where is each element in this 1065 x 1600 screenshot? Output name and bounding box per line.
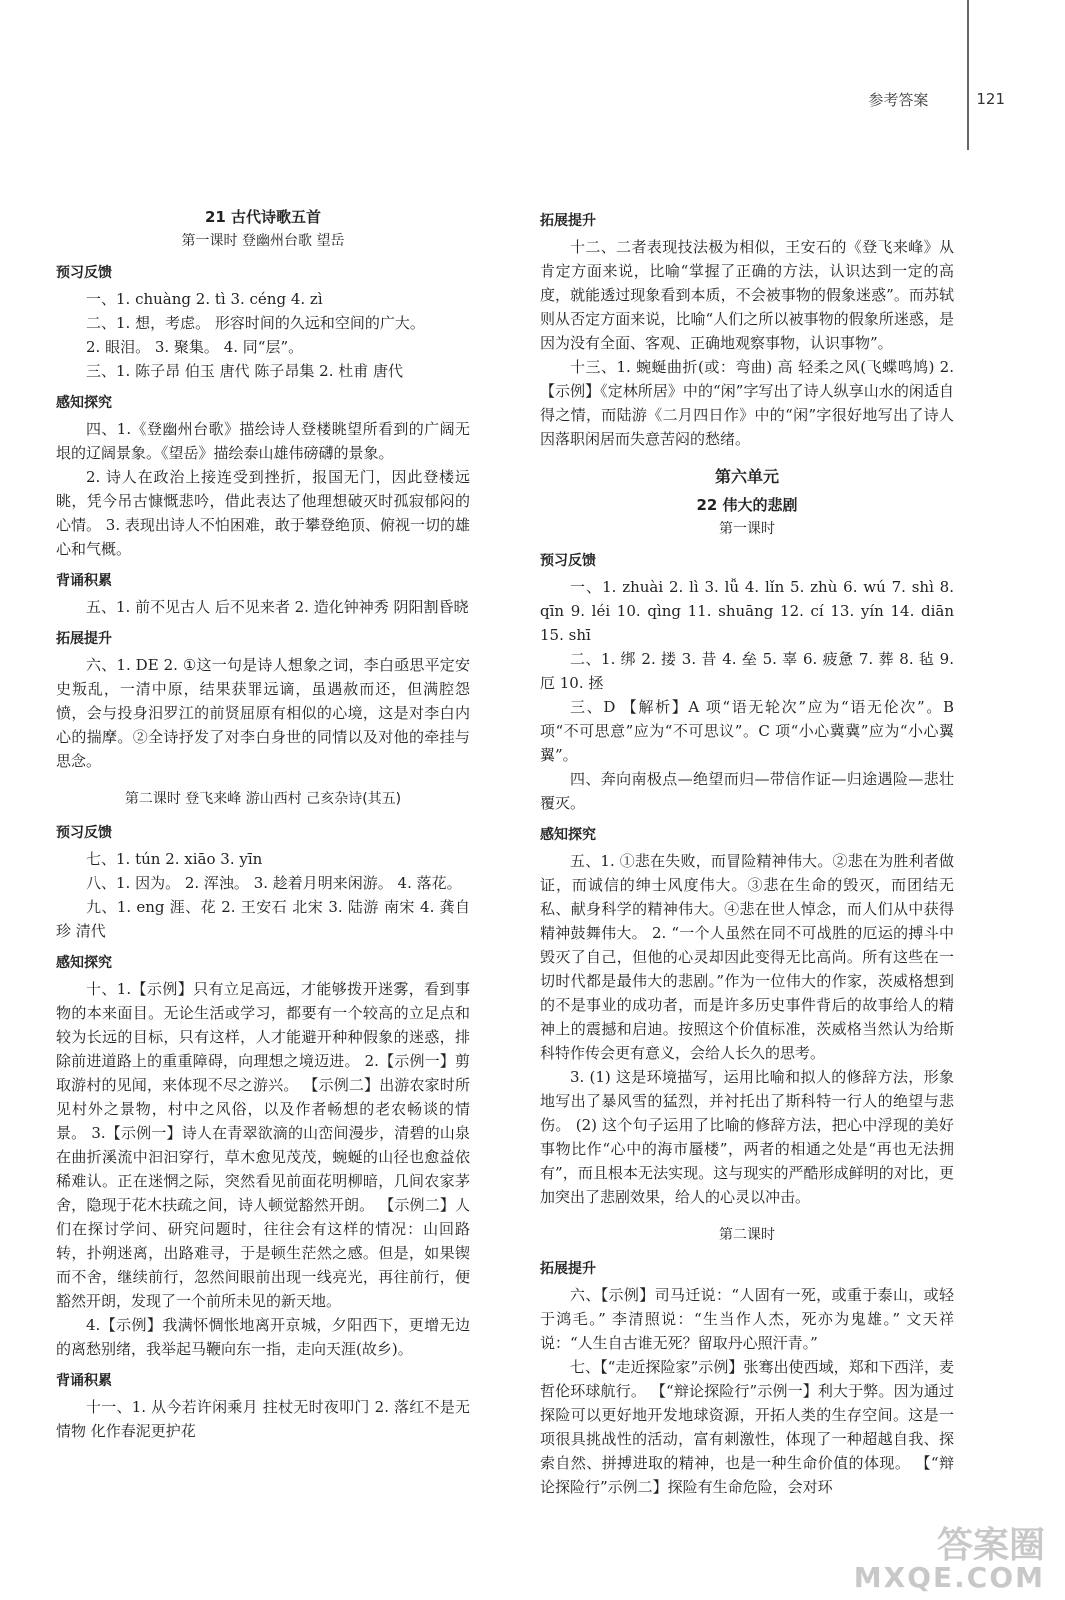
left-column <box>56 205 470 1443</box>
answer-paragraph: 七、【“走近探险家”示例】张骞出使西域，郑和下西洋，麦哲伦环球航行。 【“辩论探险行”示例一】利大于弊。因为通过探险可以更好地开发地球资源，开拓人类的生存空间。这是一项很具挑战性的活动，富有刺激性，体现了一种超越自我、探索自然、拼搏进取的精神，也是一种生命价值的体现。 【“辩论探险行”示例二】探险有生命危险，会对环 <box>540 1358 954 1496</box>
section-heading: 预习反馈 <box>56 825 112 841</box>
section-heading: 背诵积累 <box>56 573 112 589</box>
lesson-21-title: 21 古代诗歌五首 <box>204 208 322 226</box>
answer-paragraph: 二、1. 想，考虑。 形容时间的久远和空间的广大。 <box>86 314 425 332</box>
answer-paragraph: 十二、二者表现技法极为相似，王安石的《登飞来峰》从肯定方面来说，比喻“掌握了正确的方法，认识达到一定的高度，就能透过现象看到本质，不会被事物的假象迷惑”。而苏轼则从否定方面来说，比喻“人们之所以被事物的假象所迷惑，是因为没有全面、客观、正确地观察事物，认识事物”。 <box>540 238 954 352</box>
answer-paragraph: 2. 眼泪。 3. 聚集。 4. 同“层”。 <box>86 338 304 356</box>
section-heading: 背诵积累 <box>56 1373 112 1389</box>
answer-paragraph: 十一、1. 从今若许闲乘月 拄杖无时夜叩门 2. 落红不是无情物 化作春泥更护花 <box>56 1398 470 1440</box>
answer-paragraph: 五、1. 前不见古人 后不见来者 2. 造化钟神秀 阴阳割昏晓 <box>86 598 469 616</box>
lesson-22-period2-title: 第二课时 <box>719 1227 775 1243</box>
section-heading: 拓展提升 <box>540 213 596 229</box>
watermark-logo-text: 答案圈 <box>936 1525 1045 1566</box>
page-number: 121 <box>976 90 1005 108</box>
lesson-22-title: 22 伟大的悲剧 <box>696 496 798 514</box>
section-heading: 预习反馈 <box>540 553 596 569</box>
lesson-21-period2-title: 第二课时 登飞来峰 游山西村 己亥杂诗(其五) <box>124 791 402 807</box>
section-heading: 感知探究 <box>540 827 596 843</box>
answer-paragraph: 四、奔向南极点—绝望而归—带信作证—归途遇险—悲壮覆灭。 <box>540 770 954 812</box>
section-heading: 预习反馈 <box>56 265 112 281</box>
answer-paragraph: 二、1. 绑 2. 搂 3. 昔 4. 垒 5. 辜 6. 疲惫 7. 葬 8. 毡 9. 厄 10. 拯 <box>540 650 954 692</box>
section-heading: 拓展提升 <box>540 1261 596 1277</box>
answer-paragraph: 一、1. chuàng 2. tì 3. céng 4. zì <box>86 290 323 308</box>
section-heading: 感知探究 <box>56 395 112 411</box>
answer-paragraph: 十三、1. 蜿蜒曲折(或：弯曲) 高 轻柔之风(飞蝶鸣鸠) 2.【示例】《定林所居》中的“闲”字写出了诗人纵享山水的闲适自得之情，而陆游《二月四日作》中的“闲”字很好地写出了诗人因落职闲居而失意苦闷的愁绪。 <box>540 358 954 448</box>
answer-paragraph: 一、1. zhuài 2. lì 3. lǚ 4. lǐn 5. zhù 6. wú 7. shì 8. qīn 9. léi 10. qìng 11. shuāng 12. cí 13. yín 14. diān 15. shī <box>540 578 954 644</box>
answer-paragraph: 七、1. tún 2. xiāo 3. yīn <box>86 850 263 868</box>
answer-paragraph: 2. 诗人在政治上接连受到挫折，报国无门，因此登楼远眺，凭今吊古慷慨悲吟，借此表达了他理想破灭时孤寂郁闷的心情。 3. 表现出诗人不怕困难，敢于攀登绝顶、俯视一切的雄心和气概。 <box>56 468 470 558</box>
header-label: 参考答案 <box>868 90 929 109</box>
answer-paragraph: 3. (1) 这是环境描写，运用比喻和拟人的修辞方法，形象地写出了暴风雪的猛烈，并衬托出了斯科特一行人的绝望与悲伤。 (2) 这个句子运用了比喻的修辞方法，把心中浮现的美好事物比作“心中的海市蜃楼”，两者的相通之处是“再也无法拥有”，而且根本无法实现。这与现实的严酷形成鲜明的对比，更加突出了悲剧效果，给人的心灵以冲击。 <box>540 1068 954 1206</box>
answer-paragraph: 六、1. DE 2. ①这一句是诗人想象之词，李白亟思平定安史叛乱，一清中原，结果获罪远谪，虽遇赦而还，但满腔怨愤，会与投身汨罗江的前贤屈原有相似的心境，这是对李白内心的揣摩。②全诗抒发了对李白身世的同情以及对他的牵挂与思念。 <box>56 656 470 770</box>
answer-paragraph: 九、1. eng 涯、花 2. 王安石 北宋 3. 陆游 南宋 4. 龚自珍 清代 <box>56 898 470 940</box>
site-watermark <box>853 1525 1045 1594</box>
lesson-21-period1-title: 第一课时 登幽州台歌 望岳 <box>181 233 345 249</box>
lesson-22-period1-title: 第一课时 <box>719 521 775 537</box>
answer-paragraph: 八、1. 因为。 2. 浑浊。 3. 趁着月明来闲游。 4. 落花。 <box>86 874 462 892</box>
answer-paragraph: 三、D 【解析】A 项“语无轮次”应为“语无伦次”。B 项“不可思意”应为“不可思议”。C 项“小心冀冀”应为“小心翼翼”。 <box>540 698 954 764</box>
unit-6-title: 第六单元 <box>714 467 779 486</box>
section-heading: 感知探究 <box>56 955 112 971</box>
answer-paragraph: 五、1. ①悲在失败，而冒险精神伟大。②悲在为胜利者做证，而诚信的绅士风度伟大。③悲在生命的毁灭，而团结无私、献身科学的精神伟大。④悲在世人悼念，而人们从中获得精神鼓舞伟大。 2. “一个人虽然在同不可战胜的厄运的搏斗中毁灭了自己，但他的心灵却因此变得无比高尚。所有这些在一切时代都是最伟大的悲剧。”作为一位伟大的作家，茨威格想到的不是事业的成功者，而是许多历史事件背后的故事给人的精神上的震撼和启迪。按照这个价值标准，茨威格当然认为给斯科特作传会更有意义，会给人长久的思考。 <box>540 852 954 1062</box>
answer-paragraph: 六、【示例】司马迁说：“人固有一死，或重于泰山，或轻于鸿毛。” 李清照说：“生当作人杰，死亦为鬼雄。” 文天祥说：“人生自古谁无死？留取丹心照汗青。” <box>540 1286 954 1352</box>
watermark-url: MXQE.COM <box>853 1561 1045 1594</box>
right-column <box>540 201 954 1499</box>
answer-paragraph: 三、1. 陈子昂 伯玉 唐代 陈子昂集 2. 杜甫 唐代 <box>86 362 404 380</box>
answer-paragraph: 4.【示例】我满怀惆怅地离开京城，夕阳西下，更增无边的离愁别绪，我举起马鞭向东一指，走向天涯(故乡)。 <box>56 1316 470 1358</box>
answer-paragraph: 十、1.【示例】只有立足高远，才能够拨开迷雾，看到事物的本来面目。无论生活或学习，都要有一个较高的立足点和较为长远的目标，只有这样，人才能避开种种假象的迷惑，排除前进道路上的重重障碍，向理想之境迈进。 2.【示例一】剪取游村的见闻，来体现不尽之游兴。 【示例二】出游农家时所见村外之景物，村中之风俗，以及作者畅想的老农畅谈的情景。 3.【示例一】诗人在青翠欲滴的山峦间漫步，清碧的山泉在曲折溪流中汩汩穿行，草木愈见茂茂，蜿蜒的山径也愈益依稀难认。正在迷惘之际，突然看见前面花明柳暗，几间农家茅舍，隐现于花木扶疏之间，诗人顿觉豁然开朗。 【示例二】人们在探讨学问、研究问题时，往往会有这样的情况：山回路转，扑朔迷离，出路难寻，于是顿生茫然之感。但是，如果锲而不舍，继续前行，忽然间眼前出现一线亮光，再往前行，便豁然开朗，发现了一个前所未见的新天地。 <box>56 980 470 1310</box>
answer-paragraph: 四、1.《登幽州台歌》描绘诗人登楼眺望所看到的广阔无垠的辽阔景象。《望岳》描绘泰山雄伟磅礴的景象。 <box>56 420 470 462</box>
page-header <box>868 84 1005 114</box>
header-divider <box>967 0 969 150</box>
section-heading: 拓展提升 <box>56 631 112 647</box>
